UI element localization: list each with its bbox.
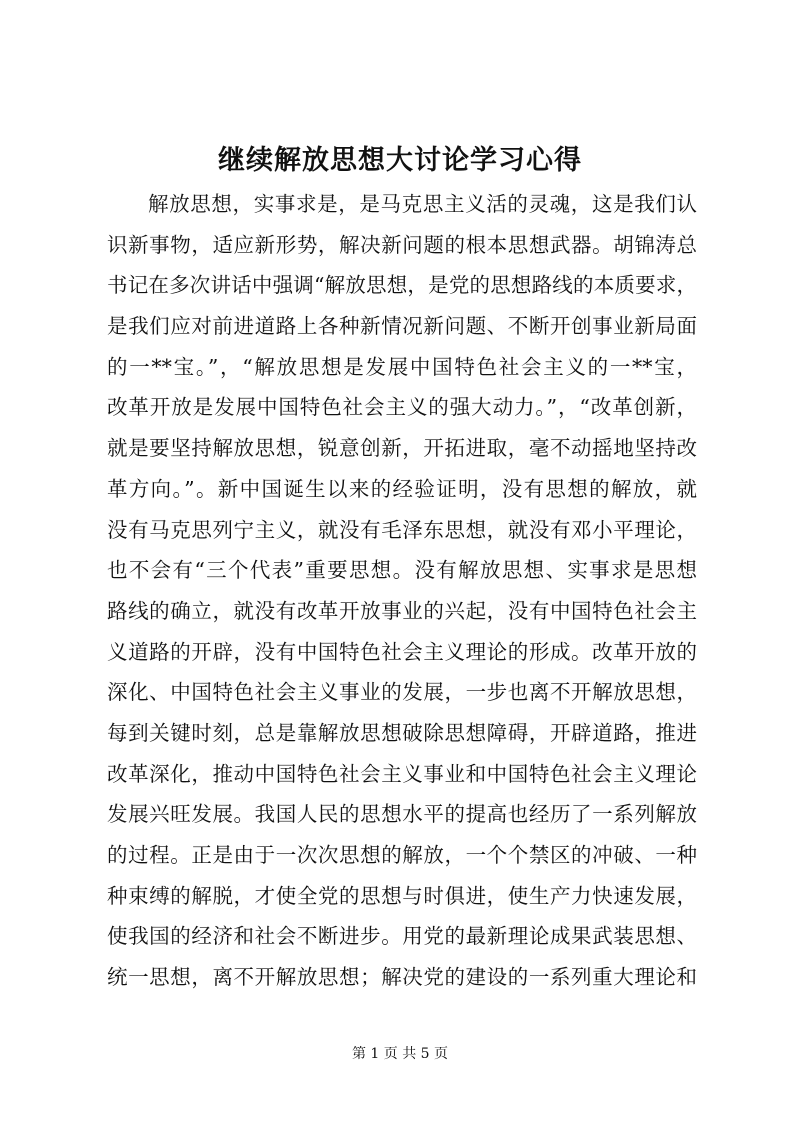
body-line: 是我们应对前进道路上各种新情况新问题、不断开创事业新局面 — [107, 314, 697, 339]
body-line: 改革深化，推动中国特色社会主义事业和中国特色社会主义理论 — [107, 761, 697, 786]
body-line: 发展兴旺发展。我国人民的思想水平的提高也经历了一系列解放 — [107, 802, 697, 827]
body-line: 改革开放是发展中国特色社会主义的强大动力。”，“改革创新， — [107, 395, 697, 420]
body-line: 没有马克思列宁主义，就没有毛泽东思想，就没有邓小平理论， — [107, 517, 697, 542]
body-line: 也不会有“三个代表”重要思想。没有解放思想、实事求是思想 — [107, 558, 697, 583]
body-line: 深化、中国特色社会主义事业的发展，一步也离不开解放思想， — [107, 680, 697, 705]
body-line: 识新事物，适应新形势，解决新问题的根本思想武器。胡锦涛总 — [107, 232, 697, 257]
body-line: 路线的确立，就没有改革开放事业的兴起，没有中国特色社会主 — [107, 598, 697, 623]
body-line: 义道路的开辟，没有中国特色社会主义理论的形成。改革开放的 — [107, 639, 697, 664]
page-footer: 第 1 页 共 5 页 — [351, 1046, 449, 1062]
body-line: 每到关键时刻，总是靠解放思想破除思想障碍，开辟道路，推进 — [107, 720, 697, 745]
body-line: 的过程。正是由于一次次思想的解放，一个个禁区的冲破、一种 — [107, 843, 697, 867]
body-line: 统一思想，离不开解放思想；解决党的建设的一系列重大理论和 — [107, 965, 697, 990]
document-title: 继续解放思想大讨论学习心得 — [218, 145, 582, 176]
body-line: 使我国的经济和社会不断进步。用党的最新理论成果武装思想、 — [107, 924, 697, 949]
body-line: 解放思想，实事求是，是马克思主义活的灵魂，这是我们认 — [148, 192, 697, 216]
body-line: 就是要坚持解放思想，锐意创新，开拓进取，毫不动摇地坚持改 — [107, 436, 697, 461]
body-line: 书记在多次讲话中强调“解放思想，是党的思想路线的本质要求， — [107, 273, 697, 298]
body-line: 种束缚的解脱，才使全党的思想与时俱进，使生产力快速发展， — [107, 883, 697, 908]
document-body — [107, 184, 697, 998]
body-line: 的一**宝。”，“解放思想是发展中国特色社会主义的一**宝， — [107, 354, 697, 379]
body-line: 革方向。”。新中国诞生以来的经验证明，没有思想的解放，就 — [107, 476, 697, 501]
